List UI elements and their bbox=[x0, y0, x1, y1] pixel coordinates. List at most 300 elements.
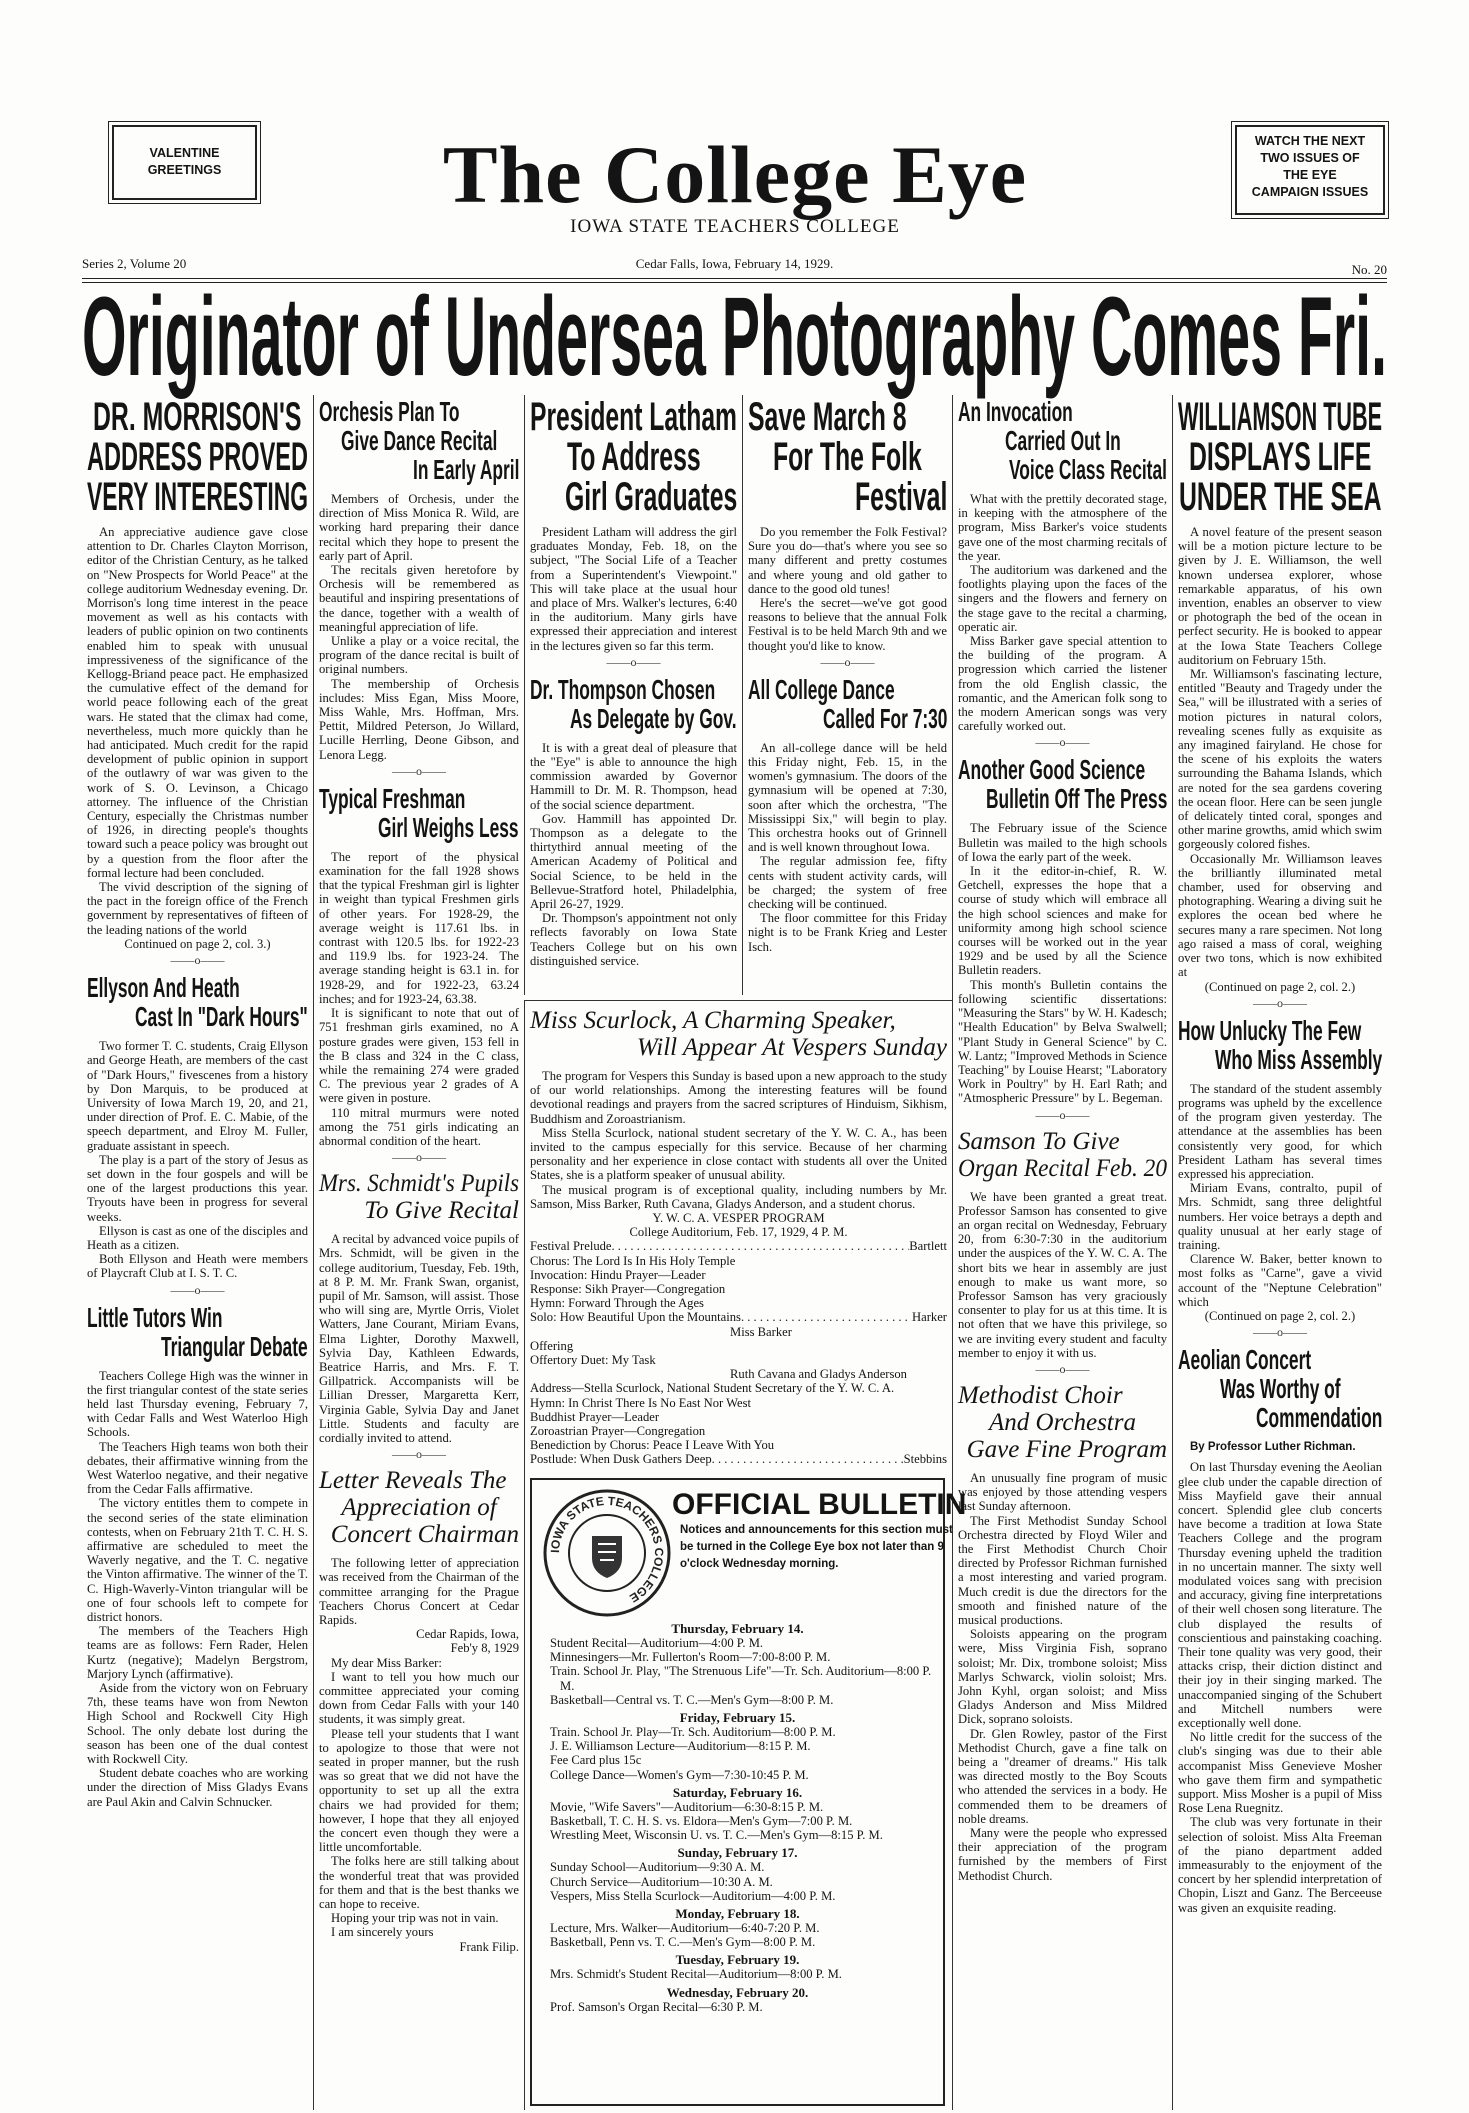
headline-text: Methodist Choir bbox=[958, 1381, 1123, 1409]
bulletin-event: Movie, "Wife Savers"—Auditorium—6:30-8:15 P. M. bbox=[550, 1799, 824, 1814]
headline-line bbox=[958, 426, 1167, 455]
article bbox=[530, 397, 737, 669]
headline-text: How Unlucky The Few bbox=[1178, 1014, 1362, 1046]
article-divider: ——o—— bbox=[1035, 1107, 1090, 1122]
headline-text: Samson To Give bbox=[958, 1127, 1120, 1155]
article-divider: ——o—— bbox=[170, 953, 225, 968]
program-item bbox=[530, 1310, 947, 1324]
vespers-article bbox=[524, 1000, 952, 1470]
paragraph: Hoping your trip was not in vain. bbox=[331, 1911, 499, 1926]
program-item-name: Offertory Duet: My Task bbox=[530, 1353, 656, 1368]
left-box-line: VALENTINE bbox=[149, 146, 220, 160]
headline-text: Mrs. Schmidt's Pupils bbox=[319, 1170, 519, 1198]
right-box-line: TWO ISSUES OF bbox=[1260, 151, 1360, 165]
headline-line bbox=[87, 1303, 308, 1332]
article bbox=[958, 397, 1167, 749]
headline-line bbox=[958, 1382, 1167, 1409]
paragraph: This month's Bulletin contains the following scientific dissertations: "Measuring the Stars" by W. H. Kadesch; "Health Education" by Belva Swalwell; "Plant Study in General Science" by C. W. Lantz; "Improved Methods in Science Teaching" by Louise Hearst; "Laboratory Work in Poultry" by H. Earl Rath; and "Atmospheric Pressure" by L. Begeman. bbox=[958, 977, 1167, 1106]
article-headline bbox=[958, 1128, 1167, 1182]
paragraph: On last Thursday evening the Aeolian glee club under the capable direction of Miss Mayfield gave their annual concert. Splendid glee club concerts have become a tradition at Iowa State Teachers College and the program Thursday evening upheld the tradition in no uncertain manner. The sixty well modulated voices sang with precision and accuracy, giving fine interpretations of their well chosen song literature. The club displayed the results of conscientious and painstaking coaching. Their tone quality was very good, their attacks crisp, their diction distinct and their joy in their singing marked. The unaccompanied singing of the Schubert and Mitchell numbers were exceptionally well done. bbox=[1178, 1460, 1382, 1731]
headline-text: Letter Reveals The bbox=[319, 1467, 507, 1495]
article-headline bbox=[87, 397, 308, 517]
headline-line bbox=[748, 477, 947, 517]
bulletin-event: Student Recital—Auditorium—4:00 P. M. bbox=[550, 1636, 764, 1650]
place-date: Cedar Falls, Iowa, February 14, 1929. bbox=[635, 256, 834, 271]
newspaper-subtitle: IOWA STATE TEACHERS COLLEGE bbox=[570, 216, 900, 237]
column-1 bbox=[82, 395, 313, 2110]
paragraph: A novel feature of the present season will be a motion picture lecture to be given by J. E. Williamson, the well known undersea explorer, whose remarkable apparatus, of his own invention, enables an observer to view or photograph the bed of the ocean in perfect security. He is booked to appear at the Iowa State Teachers College auditorium on February 15th. bbox=[1178, 525, 1382, 667]
headline-text: For The Folk bbox=[773, 435, 922, 479]
headline-line bbox=[1178, 1403, 1382, 1432]
campaign-issues-box bbox=[1235, 125, 1385, 215]
headline-text: Concert Chairman bbox=[330, 1521, 519, 1549]
article bbox=[530, 675, 737, 968]
headline-text: Carried Out In bbox=[1004, 425, 1121, 456]
paragraph: Miss Barker gave special attention to the building of the program. A progression which carried the listener from the old English classic, the romantic, and the American folk song to the modern American songs was very carefully worked out. bbox=[958, 634, 1167, 734]
paragraph: I am sincerely yours bbox=[331, 1925, 434, 1940]
article bbox=[319, 1467, 519, 1954]
program-item-name: Buddhist Prayer—Leader bbox=[530, 1409, 660, 1424]
paragraph: The members of the Teachers High teams are as follows: Fern Rader, Helen Kurtz (negative); Madelyn Bergstrom, Marjory Lynch (affirmative). bbox=[87, 1624, 308, 1681]
headline-line bbox=[1178, 1374, 1382, 1403]
program-item bbox=[530, 1381, 947, 1395]
headline-line bbox=[1178, 477, 1382, 517]
bulletin-event: Basketball, Penn vs. T. C.—Men's Gym—8:00 P. M. bbox=[550, 1935, 816, 1950]
paragraph: Two former T. C. students, Craig Ellyson and George Heath, are members of the cast of "Dark Hours," fivescenes from a history by Don Marquis, to be produced at University of Iowa March 19, 20, and 21, under direction of Prof. E. C. Mabie, of the speech department, and Elroy M. Fuller, graduate assistant in speech. bbox=[87, 1039, 308, 1153]
article-headline bbox=[748, 397, 947, 517]
headline-text: Was Worthy of bbox=[1219, 1373, 1341, 1405]
headline-line bbox=[319, 1170, 519, 1197]
headline-line bbox=[530, 1007, 947, 1034]
headline-line bbox=[748, 704, 947, 733]
headline-text: Appreciation of bbox=[341, 1494, 497, 1522]
leader-dots bbox=[612, 1239, 910, 1253]
article-headline bbox=[319, 1467, 519, 1548]
article-divider: ——o—— bbox=[392, 1150, 446, 1165]
headline-text: Cast In "Dark Hours" bbox=[135, 1001, 308, 1033]
paragraph: An unusually fine program of music was enjoyed by those attending vespers last Sunday afternoon. bbox=[958, 1470, 1167, 1514]
paragraph: Please tell your students that I want to apologize to those that were not seated in proper manner, but the rush was so great that we did not have the opportunity to set up all the extra chairs we had provided for them; however, I hope that they all enjoyed the concert even though they were a little uncomfortable. bbox=[319, 1726, 519, 1855]
headline-line bbox=[958, 1436, 1167, 1463]
headline-line bbox=[958, 1409, 1167, 1436]
program-item-composer: Harker bbox=[912, 1310, 947, 1325]
headline-text: All College Dance bbox=[748, 673, 895, 705]
valentine-greetings-box bbox=[112, 125, 257, 200]
bulletin-title: OFFICIAL BULLETIN bbox=[672, 1488, 967, 1521]
paragraph: Frank Filip. bbox=[459, 1939, 519, 1954]
headline-text: Organ Recital Feb. 20 bbox=[958, 1154, 1167, 1182]
paragraph: Ellyson is cast as one of the disciples and Heath as a citizen. bbox=[87, 1223, 308, 1252]
headline-text: ADDRESS PROVED bbox=[87, 435, 308, 479]
bulletin-event: College Dance—Women's Gym—7:30-10:45 P. M. bbox=[550, 1767, 809, 1782]
headline-text: And Orchestra bbox=[989, 1408, 1136, 1436]
paragraph: Mr. Williamson's fascinating lecture, entitled "Beauty and Tragedy under the Sea," will be illustrated with a series of motion pictures in natural colors, revealing scenes fully as exquisite as any imagined fairyland. He chose for the scene of his exploits the waters surrounding the Bahama Islands, which are noted for the sea gardens covering the ocean floor. Here can be seen jungle of delicately tinted coral, sponges and other marine growths, amid which swim gorgeously colored fishes. bbox=[1178, 667, 1382, 852]
paragraph: Gov. Hammill has appointed Dr. Thompson as a delegate to the thirtythird annual meeting of the American Academy of Political and Social Science, to be held in the Bellevue-Stratford hotel, Philadelphia, April 26-27, 1929. bbox=[530, 811, 737, 912]
headline-text: Called For 7:30 bbox=[822, 702, 947, 734]
program-item-name: Invocation: Hindu Prayer—Leader bbox=[530, 1267, 706, 1282]
program-item-name: Offering bbox=[530, 1338, 574, 1353]
headline-line bbox=[87, 437, 308, 477]
issue-number: No. 20 bbox=[1351, 262, 1387, 277]
headline-text: Gave Fine Program bbox=[966, 1435, 1167, 1463]
headline-text: Who Miss Assembly bbox=[1214, 1043, 1382, 1075]
paragraph: 110 mitral murmurs were noted among the 751 girls indicating an abnormal condition of the heart. bbox=[319, 1105, 519, 1148]
bulletin-day: Saturday, February 16. bbox=[672, 1784, 803, 1800]
paragraph: The program for Vespers this Sunday is based upon a new approach to the study of our world relationships. Among the interesting features will be found devotional readings and prayers from the sacred scriptures of Hinduism, Sikhism, Buddhism and Zoroastrianism. bbox=[530, 1069, 947, 1126]
program-item bbox=[530, 1353, 947, 1367]
paragraph: In it the editor-in-chief, R. W. Getchell, expresses the hope that a course of study which will embrace all the high school sciences and make for uniformity among high school science courses will be worked out in the year 1929 and be used by all the Science Bulletin readers. bbox=[958, 864, 1167, 978]
headline-text: Another Good Science bbox=[958, 754, 1146, 786]
headline-text: WILLIAMSON TUBE bbox=[1178, 395, 1382, 439]
article bbox=[748, 675, 947, 954]
article bbox=[530, 1007, 947, 1467]
article-headline bbox=[1178, 397, 1382, 517]
headline-text: President Latham bbox=[530, 395, 737, 439]
article-headline bbox=[1178, 1345, 1382, 1432]
headline-text: Commendation bbox=[1255, 1402, 1382, 1434]
program-performer: Miss Barker bbox=[730, 1324, 792, 1339]
paragraph: The regular admission fee, fifty cents with student activity cards, will be charged; the system of free checking will be continued. bbox=[748, 854, 947, 912]
bulletin-day: Sunday, February 17. bbox=[677, 1845, 798, 1861]
paragraph: The musical program is of exceptional quality, including numbers by Mr. Samson, Miss Barker, Ruth Cavana, Gladys Anderson, and a student chorus. bbox=[530, 1182, 947, 1211]
headline-text: Aeolian Concert bbox=[1178, 1344, 1312, 1376]
article-headline bbox=[748, 675, 947, 733]
article bbox=[958, 1382, 1167, 1883]
program-place: College Auditorium, Feb. 17, 1929, 4 P. M. bbox=[629, 1225, 848, 1240]
paragraph: The following letter of appreciation was received from the Chairman of the committee arranging for the Prague Teachers Chorus Concert at Cedar Rapids. bbox=[319, 1556, 519, 1627]
article-divider: ——o—— bbox=[820, 654, 875, 669]
seal-text: IOWA STATE TEACHERS COLLEGE bbox=[547, 1493, 667, 1606]
program-item-composer: Stebbins bbox=[903, 1452, 947, 1467]
column-5 bbox=[952, 395, 1172, 2110]
headline-line bbox=[530, 675, 737, 704]
article-divider: ——o—— bbox=[392, 1447, 446, 1462]
headline-line bbox=[319, 1521, 519, 1548]
bulletin-event: Minnesingers—Mr. Fullerton's Room—7:00-8:00 P. M. bbox=[550, 1650, 831, 1665]
article-divider: ——o—— bbox=[170, 1282, 225, 1297]
headline-line bbox=[748, 437, 947, 477]
vesper-program bbox=[530, 1211, 947, 1467]
leader-dots bbox=[741, 1310, 912, 1324]
paragraph: Both Ellyson and Heath were members of Playcraft Club at I. S. T. C. bbox=[87, 1252, 308, 1281]
article bbox=[748, 397, 947, 669]
program-item bbox=[530, 1296, 947, 1310]
program-item-composer: Bartlett bbox=[909, 1239, 947, 1254]
paragraph: Do you remember the Folk Festival? Sure you do—that's where you see so many different and pretty costumes and where young and old gather to dance to the good old tunes! bbox=[748, 525, 947, 596]
article bbox=[87, 973, 308, 1296]
headline-line bbox=[87, 1002, 308, 1031]
bulletin-day: Thursday, February 14. bbox=[671, 1621, 804, 1636]
program-item-name: Benediction by Chorus: Peace I Leave With You bbox=[530, 1438, 775, 1453]
paragraph: Feb'y 8, 1929 bbox=[450, 1641, 519, 1656]
bulletin-event: J. E. Williamson Lecture—Auditorium—8:15 P. M. bbox=[550, 1739, 811, 1754]
article bbox=[1178, 397, 1382, 1010]
headline-text: Triangular Debate bbox=[161, 1330, 308, 1362]
program-item-name: Address—Stella Scurlock, National Student Secretary of the Y. W. C. A. bbox=[530, 1381, 895, 1396]
headline-line bbox=[748, 397, 947, 437]
bulletin-event: Train. School Jr. Play—Tr. Sch. Auditorium—8:00 P. M. bbox=[550, 1725, 836, 1740]
headline-line bbox=[1178, 1345, 1382, 1374]
program-title: Y. W. C. A. VESPER PROGRAM bbox=[652, 1211, 825, 1226]
program-performer: Ruth Cavana and Gladys Anderson bbox=[730, 1367, 907, 1382]
main-headline bbox=[82, 274, 1387, 399]
paragraph: Cedar Rapids, Iowa, bbox=[416, 1627, 519, 1642]
program-item-name: Hymn: In Christ There Is No East Nor West bbox=[530, 1395, 751, 1410]
program-item bbox=[530, 1396, 947, 1410]
article-divider: ——o—— bbox=[392, 763, 446, 778]
paragraph: The play is a part of the story of Jesus as set down in the four gospels and will be one of the largest productions this year. Tryouts have been in progress for several weeks. bbox=[87, 1152, 308, 1224]
newspaper-title: The College Eye bbox=[442, 129, 1028, 220]
bulletin-event: Basketball, T. C. H. S. vs. Eldora—Men's Gym—7:00 P. M. bbox=[550, 1814, 853, 1829]
program-item-name: Chorus: The Lord Is In His Holy Temple bbox=[530, 1253, 736, 1268]
headline-line bbox=[1178, 397, 1382, 437]
article-divider: ——o—— bbox=[1253, 1325, 1307, 1340]
headline-line bbox=[530, 397, 737, 437]
article bbox=[1178, 1016, 1382, 1339]
paragraph: The vivid description of the signing of the pact in the foreign office of the French government by representatives of fifteen of the leading nations of the world bbox=[87, 880, 308, 937]
column-6 bbox=[1172, 395, 1387, 2110]
article-headline bbox=[530, 397, 737, 517]
article-headline bbox=[87, 973, 308, 1031]
paragraph: The auditorium was darkened and the footlights playing upon the faces of the singers and the flowers and fernery on the stage gave to the recital a charming, operatic air. bbox=[958, 563, 1167, 634]
paragraph: It is significant to note that out of 751 freshman girls examined, no A posture grades were given, 153 fell in the B class and 324 in the C class, while the remaining 274 were graded C. The previous year 2 grades of A were given in posture. bbox=[319, 1006, 519, 1106]
headline-line bbox=[319, 455, 519, 484]
article bbox=[319, 1170, 519, 1461]
official-bulletin bbox=[530, 1478, 967, 2106]
headline-text: Dr. Thompson Chosen bbox=[530, 673, 716, 705]
headline-line bbox=[748, 675, 947, 704]
paragraph: The victory entitles them to compete in the second series of the state elimination contests, when on February 21th T. C. H. S. affirmative are scheduled to meet the Waverly negative, and the T. C. negative the Vinton affirmative. The winner of the T. C. High-Waverly-Vinton triangular will be one of four schools left to compete for district honors. bbox=[87, 1496, 308, 1624]
paragraph: Aside from the victory won on February 7th, these teams have won from Newton High School and Rockwell City High School. The only debate lost during the season has been one of the dual contest with Rockwell City. bbox=[87, 1681, 308, 1767]
paragraph: Many were the people who expressed their appreciation of the program furnished by the members of First Methodist Church. bbox=[958, 1826, 1167, 1883]
bulletin-note: Notices and announcements for this section must be turned in the College Eye box not later than 9 o'clock Wednesday morning. bbox=[680, 1524, 953, 1570]
paragraph: Student debate coaches who are working under the direction of Miss Gladys Evans are Paul Akin and Calvin Schnucker. bbox=[87, 1766, 308, 1809]
paragraph: It is with a great deal of pleasure that the "Eye" is able to announce the high commission awarded by Governor Hammill to Dr. M. R. Thompson, head of the social science department. bbox=[530, 740, 737, 812]
program-item bbox=[530, 1424, 947, 1438]
headline-text: Miss Scurlock, A Charming Speaker, bbox=[530, 1007, 896, 1034]
headline-text: To Give Recital bbox=[364, 1197, 519, 1225]
paragraph: The club was very fortunate in their selection of soloist. Miss Alta Freeman of the piano department added immeasurably to the enjoyment of the concert by her splendid interpretation of Chopin, Liszt and Ganz. The Berceeuse was given an exquisite reading. bbox=[1178, 1815, 1382, 1915]
column-2 bbox=[313, 395, 524, 2110]
program-item bbox=[530, 1254, 947, 1268]
article-headline bbox=[319, 397, 519, 484]
program-item-name: Response: Sikh Prayer—Congregation bbox=[530, 1282, 726, 1297]
paragraph: No little credit for the success of the club's singing was due to their able accompanist Miss Genevieve Mosher who gave them firm and sympathetic support. Miss Mosher is a pupil of Miss Rose Lena Ruegnitz. bbox=[1178, 1730, 1382, 1816]
left-box-line: GREETINGS bbox=[147, 163, 222, 177]
paragraph: (Continued on page 2, col. 2.) bbox=[1204, 1308, 1356, 1323]
headline-text: Voice Class Recital bbox=[1009, 454, 1167, 485]
program-item-name: Postlude: When Dusk Gathers Deep bbox=[530, 1452, 712, 1467]
college-seal-icon bbox=[542, 1488, 672, 1618]
headline-line bbox=[530, 1034, 947, 1061]
paragraph: (Continued on page 2, col. 2.) bbox=[1204, 979, 1356, 994]
leader-dots bbox=[712, 1452, 904, 1466]
article bbox=[319, 784, 519, 1164]
article bbox=[958, 1128, 1167, 1376]
paragraph: Occasionally Mr. Williamson leaves the brilliantly illuminated metal chamber, used for observing and photographing. Wearing a diving suit he explores the ocean bed where he secures many a rare specimen. Not long ago raised a mass of coral, weighing over two tons, which is now exhibited at bbox=[1178, 851, 1382, 980]
headline-text: Orchesis Plan To bbox=[319, 396, 460, 427]
paragraph: An appreciative audience gave close attention to Dr. Charles Clayton Morrison, editor of the Christian Century, as he talked on "New Prospects for World Peace" at the college auditorium Wednesday evening. Dr. Morrison's long time interest in the peace movement as well as his contacts with leaders of public opinion on two continents enabled him to speak with unusual impressiveness of the significance of the Kellogg-Briand peace pact. He emphasized the cumulative effect of the demand for world peace following each of the great wars. He stated that the climax had come, nevertheless, much more quickly than he had anticipated. Much credit for the rapid development of public opinion in support of the outlawry of war was given to the work of S. O. Levinson, a Chicago attorney. The influence of the Christian Century, especially the Christmas number of 1926, in directing people's thoughts toward such a peace policy was brought out by a question from the floor after the formal lecture had been concluded. bbox=[87, 525, 308, 880]
article-divider: ——o—— bbox=[606, 654, 661, 669]
paragraph: The membership of Orchesis includes: Miss Egan, Miss Moore, Miss Wahle, Mrs. Hoffman, Mrs. Pettit, Mildred Peterson, Jo Willard, Lucille Herrling, Deone Gibson, and Lenora Legg. bbox=[319, 676, 519, 762]
headline-text: Save March 8 bbox=[748, 395, 907, 439]
headline-text: Little Tutors Win bbox=[87, 1301, 223, 1333]
program-item bbox=[530, 1410, 947, 1424]
headline-line bbox=[319, 1467, 519, 1494]
article-headline bbox=[958, 1382, 1167, 1463]
headline-text: DR. MORRISON'S bbox=[93, 395, 302, 439]
program-item bbox=[530, 1282, 947, 1296]
article-headline bbox=[530, 675, 737, 733]
paragraph: The folks here are still talking about the wonderful treat that was provided for them and that is the best thanks we can hope to receive. bbox=[319, 1854, 519, 1912]
program-item bbox=[530, 1452, 947, 1466]
headline-line bbox=[958, 1155, 1167, 1182]
program-item-name: Solo: How Beautiful Upon the Mountains bbox=[530, 1310, 741, 1325]
program-item bbox=[530, 1239, 947, 1253]
paragraph: Continued on page 2, col. 3.) bbox=[124, 936, 271, 951]
headline-text: Ellyson And Heath bbox=[87, 972, 240, 1004]
headline-line bbox=[1178, 437, 1382, 477]
article-headline bbox=[1178, 1016, 1382, 1074]
headline-text: As Delegate by Gov. bbox=[570, 702, 737, 734]
bulletin-event: Fee Card plus 15c bbox=[550, 1753, 642, 1768]
headline-line bbox=[87, 1332, 308, 1361]
headline-text: Give Dance Recital bbox=[340, 425, 498, 456]
paragraph: Here's the secret—we've got good reasons to believe that the annual Folk Festival is to be held March 9th and we thought you'd like to know. bbox=[748, 596, 947, 653]
paragraph: Teachers College High was the winner in the first triangular contest of the state series held last Thursday evening, February 7, with Cedar Falls and West Waterloo High Schools. bbox=[87, 1368, 308, 1440]
byline: By Professor Luther Richman. bbox=[1190, 1441, 1356, 1454]
article bbox=[87, 1303, 308, 1809]
headline-text: VERY INTERESTING bbox=[87, 475, 308, 519]
headline-line bbox=[958, 455, 1167, 484]
paragraph: The floor committee for this Friday night is to be Frank Krieg and Lester Isch. bbox=[748, 911, 947, 954]
bulletin-event: Train. School Jr. Play, "The Strenuous Life"—Tr. Sch. Auditorium—8:00 P. M. bbox=[550, 1664, 932, 1693]
bulletin-event: Church Service—Auditorium—10:30 A. M. bbox=[550, 1874, 773, 1889]
paragraph: An all-college dance will be held this Friday night, Feb. 15, in the women's gymnasium. The doors of the gymnasium will be opened at 7:30, soon after which the orchestra, "The Mississippi Six," will begin to play. This orchestra hooks out of Grinnell and is well known throughout Iowa. bbox=[748, 740, 947, 855]
right-box-line: WATCH THE NEXT bbox=[1254, 134, 1366, 148]
headline-text: In Early April bbox=[412, 454, 519, 485]
paragraph: Dr. Glen Rowley, pastor of the First Methodist Church, gave a fine talk on being a "dreamer of dreams." His talk was directed mostly to the Boy Scouts who attended the services in a body. He commended them to be dreamers of noble dreams. bbox=[958, 1726, 1167, 1826]
right-box-line: THE EYE bbox=[1283, 168, 1337, 182]
paragraph: The Teachers High teams won both their debates, their affirmative winning from the West Waterloo negative, and their negative from the Cedar Falls affirmative. bbox=[87, 1439, 308, 1497]
headline-text: Festival bbox=[854, 475, 947, 519]
headline-line bbox=[958, 755, 1167, 784]
paragraph: The report of the physical examination for the fall 1928 shows that the typical Freshman girl is lighter in weight than typical Freshmen girls of other years. For 1928-29, the average weight is 117.61 lbs. in contrast with 120.5 lbs. for 1922-23 and 119.9 lbs. for 1923-24. The average standing height is 63.1 in. for 1928-29, and for 1922-23, 63.24 inches; and for 1923-24, 63.38. bbox=[319, 849, 519, 1006]
article-divider: ——o—— bbox=[1035, 1361, 1090, 1376]
headline-line bbox=[1178, 1045, 1382, 1074]
headline-text: Will Appear At Vespers Sunday bbox=[636, 1034, 947, 1061]
bulletin-event: Basketball—Central vs. T. C.—Men's Gym—8:00 P. M. bbox=[550, 1692, 834, 1707]
headline-line bbox=[319, 1197, 519, 1224]
headline-text: An Invocation bbox=[958, 396, 1073, 427]
bulletin-day: Friday, February 15. bbox=[679, 1710, 796, 1726]
headline-text: Bulletin Off The Press bbox=[985, 783, 1167, 815]
program-item-name: Festival Prelude bbox=[530, 1239, 612, 1254]
article-headline bbox=[319, 1170, 519, 1224]
article-headline bbox=[958, 397, 1167, 484]
headline-text: Girl Graduates bbox=[564, 475, 737, 519]
headline-line bbox=[87, 477, 308, 517]
headline-line bbox=[87, 397, 308, 437]
article-divider: ——o—— bbox=[1253, 995, 1307, 1010]
headline-text: UNDER THE SEA bbox=[1178, 475, 1382, 519]
paragraph: What with the prettily decorated stage, in keeping with the atmosphere of the program, Miss Barker's voice students gave one of the most charming recitals of the year. bbox=[958, 492, 1167, 563]
bulletin-event: Sunday School—Auditorium—9:30 A. M. bbox=[550, 1860, 765, 1875]
headline-text: To Address bbox=[566, 435, 701, 479]
headline-line bbox=[319, 397, 519, 426]
paragraph: The standard of the student assembly programs was upheld by the excellence of the program given yesterday. The attendance at the assemblies has been consistently very good, for which President Latham has several times expressed his appreciation. bbox=[1178, 1081, 1382, 1181]
bulletin-day: Wednesday, February 20. bbox=[666, 1984, 809, 2000]
headline-text: DISPLAYS LIFE bbox=[1188, 435, 1372, 479]
headline-line bbox=[958, 784, 1167, 813]
headline-line bbox=[530, 437, 737, 477]
column-4-top bbox=[742, 395, 952, 995]
article-divider: ——o—— bbox=[1035, 735, 1090, 750]
paragraph: The First Methodist Sunday School Orchestra directed by Floyd Wiler and the First Methodist Church Choir directed by Professor Richman furnished a most interesting and varied program. Much credit is due the directors for the smooth and finished nature of the musical productions. bbox=[958, 1513, 1167, 1627]
program-item-name: Zoroastrian Prayer—Congregation bbox=[530, 1424, 706, 1439]
paragraph: Soloists appearing on the program were, Miss Virginia Fish, soprano soloist; Mr. Dix, trombone soloist; Miss Marlys Schwarck, violin soloist; Mrs. John Kyhl, organ soloist; and Miss Gladys Anderson and Miss Mildred Dick, soprano soloists. bbox=[958, 1627, 1167, 1727]
headline-line bbox=[319, 426, 519, 455]
bulletin-event: Lecture, Mrs. Walker—Auditorium—6:40-7:20 P. M. bbox=[550, 1921, 820, 1936]
headline-line bbox=[958, 397, 1167, 426]
paragraph: President Latham will address the girl graduates Monday, Feb. 18, on the subject, "The Social Life of a Teacher from a Superintendent's Viewpoint." This will take place at the usual hour and place of Mrs. Walker's lectures, 6:40 in the auditorium. Many girls have expressed their appreciation and interest in the lectures given so far this term. bbox=[530, 525, 737, 653]
paragraph: I want to tell you how much our committee appreciated your coming down from Cedar Falls with your 140 students, it was simply great. bbox=[319, 1669, 519, 1727]
article-headline bbox=[958, 755, 1167, 813]
headline-text: Typical Freshman bbox=[319, 782, 466, 814]
article bbox=[1178, 1345, 1382, 1915]
bulletin-day: Tuesday, February 19. bbox=[675, 1952, 800, 1968]
main-headline-text: Originator of Undersea Photography Comes Fri. bbox=[82, 274, 1387, 399]
right-box-line: CAMPAIGN ISSUES bbox=[1251, 185, 1369, 199]
article-headline bbox=[87, 1303, 308, 1361]
headline-text: Girl Weighs Less bbox=[378, 811, 519, 843]
paragraph: The recitals given heretofore by Orchesis will be remembered as beautiful and inspiring presentations of the dance, together with a wealth of meaningful appreciation of life. bbox=[319, 563, 519, 634]
headline-line bbox=[87, 973, 308, 1002]
headline-line bbox=[530, 704, 737, 733]
paragraph: Dr. Thompson's appointment not only reflects favorably on Iowa State Teachers College but on his own distinguished service. bbox=[530, 911, 737, 968]
paragraph: Miriam Evans, contralto, pupil of Mrs. Schmidt, sang three delightful numbers. Her voice betrays a depth and quality unusual at her early stage of training. bbox=[1178, 1181, 1382, 1252]
program-item bbox=[530, 1268, 947, 1282]
bulletin-event: Mrs. Schmidt's Student Recital—Auditorium—8:00 P. M. bbox=[550, 1967, 842, 1982]
paragraph: A recital by advanced voice pupils of Mrs. Schmidt, will be given in the college auditorium, Tuesday, Feb. 19th, at 8 P. M. Mr. Frank Swan, organist, pupil of Mr. Samson, will assist. Those who will sing are, Myrtle Orris, Violet Watters, Jane Courant, Miriam Evans, Elma Lighter, Dorothy Maxwell, Sylvia Day, Kathleen Edwards, Beatrice Harris, and Mrs. F. T. Gillpatrick. Accompanists will be Lillian Dresser, Margaretta Kerr, Virginia Gable, Sylvia Day and Janet Little. Students and faculty are cordially invited to attend. bbox=[319, 1232, 519, 1445]
bulletin-schedule bbox=[542, 1621, 933, 2014]
paragraph: Members of Orchesis, under the direction of Miss Monica R. Wild, are working hard preparing their dance recital which they hope to present the early part of April. bbox=[319, 492, 519, 563]
program-item bbox=[530, 1339, 947, 1353]
article bbox=[958, 755, 1167, 1121]
bulletin-event: Vespers, Miss Stella Scurlock—Auditorium—4:00 P. M. bbox=[550, 1888, 836, 1903]
paragraph: Clarence W. Baker, better known to most folks as "Carne", gave a vivid account of the "Neptune Celebration" which bbox=[1178, 1252, 1382, 1309]
headline-line bbox=[319, 784, 519, 813]
paragraph: The February issue of the Science Bulletin was mailed to the high schools of Iowa the early part of the week. bbox=[958, 821, 1167, 864]
paragraph: My dear Miss Barker: bbox=[331, 1655, 442, 1670]
headline-line bbox=[958, 1128, 1167, 1155]
article-headline bbox=[530, 1007, 947, 1061]
headline-line bbox=[319, 813, 519, 842]
article-headline bbox=[319, 784, 519, 842]
bulletin-event: Wrestling Meet, Wisconsin U. vs. T. C.—Men's Gym—8:15 P. M. bbox=[550, 1828, 883, 1843]
headline-line bbox=[530, 477, 737, 517]
paragraph: We have been granted a great treat. Professor Samson has consented to give an organ recital on Wednesday, February 20, from 6:30-7:30 in the auditorium under the auspices of the Y. W. C. A. The short bits we hear in assembly are just enough to make us want more, so Professor Samson has very graciously consenter to play for us at this time. It is not often that we have this privilege, so we are inviting every student and faculty member to enjoy it with us. bbox=[958, 1189, 1167, 1360]
program-item bbox=[530, 1438, 947, 1452]
paragraph: Unlike a play or a voice recital, the program of the dance recital is built of original numbers. bbox=[319, 634, 519, 677]
article bbox=[87, 397, 308, 967]
program-item-name: Hymn: Forward Through the Ages bbox=[530, 1296, 704, 1311]
column-3-top bbox=[524, 395, 742, 995]
article bbox=[319, 397, 519, 778]
headline-line bbox=[1178, 1016, 1382, 1045]
headline-line bbox=[319, 1494, 519, 1521]
paragraph: Miss Stella Scurlock, national student secretary of the Y. W. C. A., has been invited to the campus especially for this service. Because of her charming personality and her experience in close contact with students all over the United States, she is a platform speaker of unusual ability. bbox=[530, 1125, 947, 1183]
